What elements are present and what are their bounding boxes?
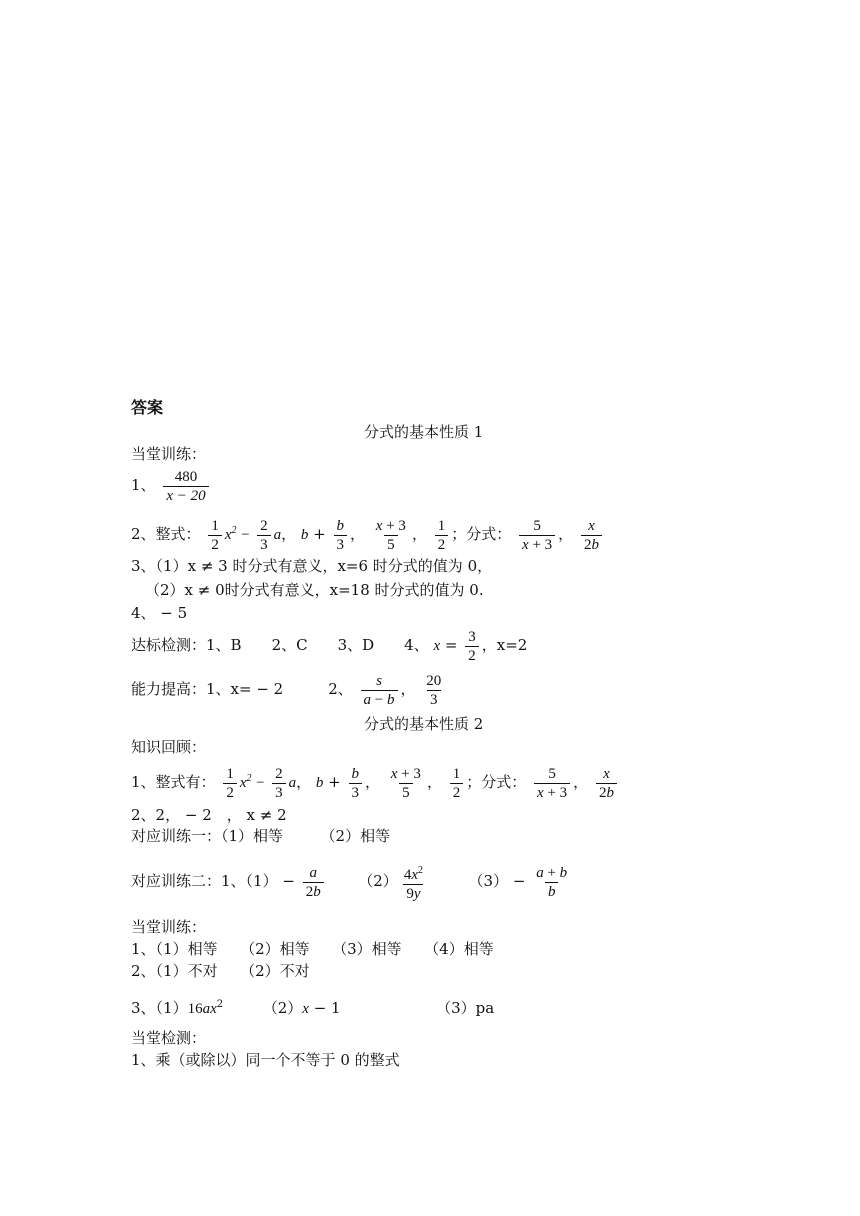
- s2-line-2-prefix: 1、整式有：: [131, 773, 216, 791]
- fraction-denominator: x − 20: [163, 486, 208, 505]
- s1-line-3-mid: ；分式：: [451, 525, 512, 543]
- s1-line-5: （2）x ≠ 0时分式有意义，x=18 时分式的值为 0.: [145, 581, 484, 599]
- s2-line-6: 当堂训练：: [131, 918, 207, 936]
- fraction-s-over-a-minus-b: $\frac{s}{a - b}$: [361, 672, 398, 709]
- s1-line-4: 3、（1）x ≠ 3 时分式有意义，x=6 时分式的值为 0，: [131, 557, 493, 575]
- s1-line-1: 当堂训练：: [131, 445, 207, 463]
- s2-line-9-p2: （2）: [262, 999, 303, 1017]
- s2-line-11: 1、乘（或除以）同一个不等于 0 的整式: [131, 1051, 400, 1069]
- s2-line-4: 对应训练一：（1）相等 （2）相等: [131, 827, 391, 845]
- s2-line-5: 对应训练二：1、（1） − $\frac{a}{2b}$ （2） $\frac{4x^2}{9y}$ （3） − $\frac{a + b}{b}$: [131, 858, 573, 904]
- s1-line-8-prefix: 能力提高：1、x= − 2 2、: [131, 680, 353, 698]
- fraction-b-over-3: $\frac{b}{3}$: [334, 517, 348, 554]
- fraction-a-plus-b-over-b: $\frac{a + b}{b}$: [536, 864, 568, 900]
- s2-line-2-mid: ；分式：: [466, 773, 527, 791]
- s1-line-3-prefix: 2、整式：: [131, 525, 201, 543]
- s2-line-9-prefix: 3、（1）: [131, 999, 188, 1017]
- s1-line-7: 达标检测：1、B 2、C 3、D 4、 x = $\frac{3}{2}$ ，x=2: [131, 628, 528, 664]
- s2-line-3: 2、2， − 2 ， x ≠ 2: [131, 806, 287, 824]
- s2-line-5-prefix: 对应训练二：1、（1）: [131, 872, 278, 890]
- s1-line-3: 2、整式： $\frac{1}{2}$ $x^2$ − $\frac{2}{3}$ a， b + $\frac{b}{3}$ ， $\frac{x + 3}{5}$ ， $\frac{1}{2}$ ；分式： $\frac{5}{x + 3}$ ， $\frac{x}{2b}$: [131, 510, 605, 556]
- s2-line-5-p2: （2）: [358, 872, 398, 890]
- s1-line-6: 4、 − 5: [131, 604, 188, 622]
- s1-line-7-suffix: ，x=2: [481, 636, 528, 654]
- fraction-half-2: $\frac{1}{2}$: [435, 517, 449, 554]
- fraction-480: [163, 468, 208, 505]
- answer-heading: 答案: [131, 398, 164, 417]
- section-1-title: 分式的基本性质 1: [364, 423, 484, 441]
- fraction-three-halves: $\frac{3}{2}$: [465, 628, 479, 665]
- fraction-20-over-3: $\frac{20}{3}$: [426, 672, 442, 708]
- s2-line-9-p3: （3）pa: [436, 999, 495, 1017]
- fraction-5-over-x-plus-3: $\frac{5}{x + 3}$: [519, 517, 555, 554]
- s2-line-5-p3: （3）: [468, 872, 509, 890]
- fraction-two-thirds: $\frac{2}{3}$: [257, 517, 271, 554]
- fraction-4x2-over-9y: $\frac{4x^2}{9y}$: [403, 864, 423, 902]
- fraction-x-plus-3-over-5: $\frac{x + 3}{5}$: [375, 517, 406, 553]
- s2-line-8: 2、（1）不对 （2）不对: [131, 962, 310, 980]
- s1-line-7-prefix: 达标检测：1、B 2、C 3、D 4、: [131, 636, 429, 654]
- fraction-x-over-2b: $\frac{x}{2b}$: [581, 517, 602, 554]
- s2-line-9: 3、$(1)16ax^2$ （2）x − 1 （3）pa: [131, 999, 495, 1017]
- section-2-title: 分式的基本性质 2: [364, 715, 484, 733]
- fraction-numerator: 480: [174, 468, 198, 485]
- s2-line-1: 知识回顾：: [131, 738, 207, 756]
- s1-line-8: 能力提高：1、x= − 2 2、 $\frac{s}{a - b}$ ， $\frac{20}{3}$: [131, 668, 447, 710]
- s1-line-2: [131, 466, 212, 505]
- s1-line-2-prefix: 1、: [131, 476, 156, 494]
- fraction-a-over-2b: $\frac{a}{2b}$: [303, 864, 324, 901]
- fraction-half: $\frac{1}{2}$: [208, 517, 222, 554]
- s2-line-2: 1、整式有： $\frac{1}{2}$ $x^2$ − $\frac{2}{3}$ a， b + $\frac{b}{3}$ ， $\frac{x + 3}{5}$ ， $\frac{1}{2}$ ；分式： $\frac{5}{x + 3}$ ， $\frac{x}{2b}$: [131, 758, 620, 804]
- s2-line-7: 1、（1）相等 （2）相等 （3）相等 （4）相等: [131, 940, 494, 958]
- s2-line-10: 当堂检测：: [131, 1029, 207, 1047]
